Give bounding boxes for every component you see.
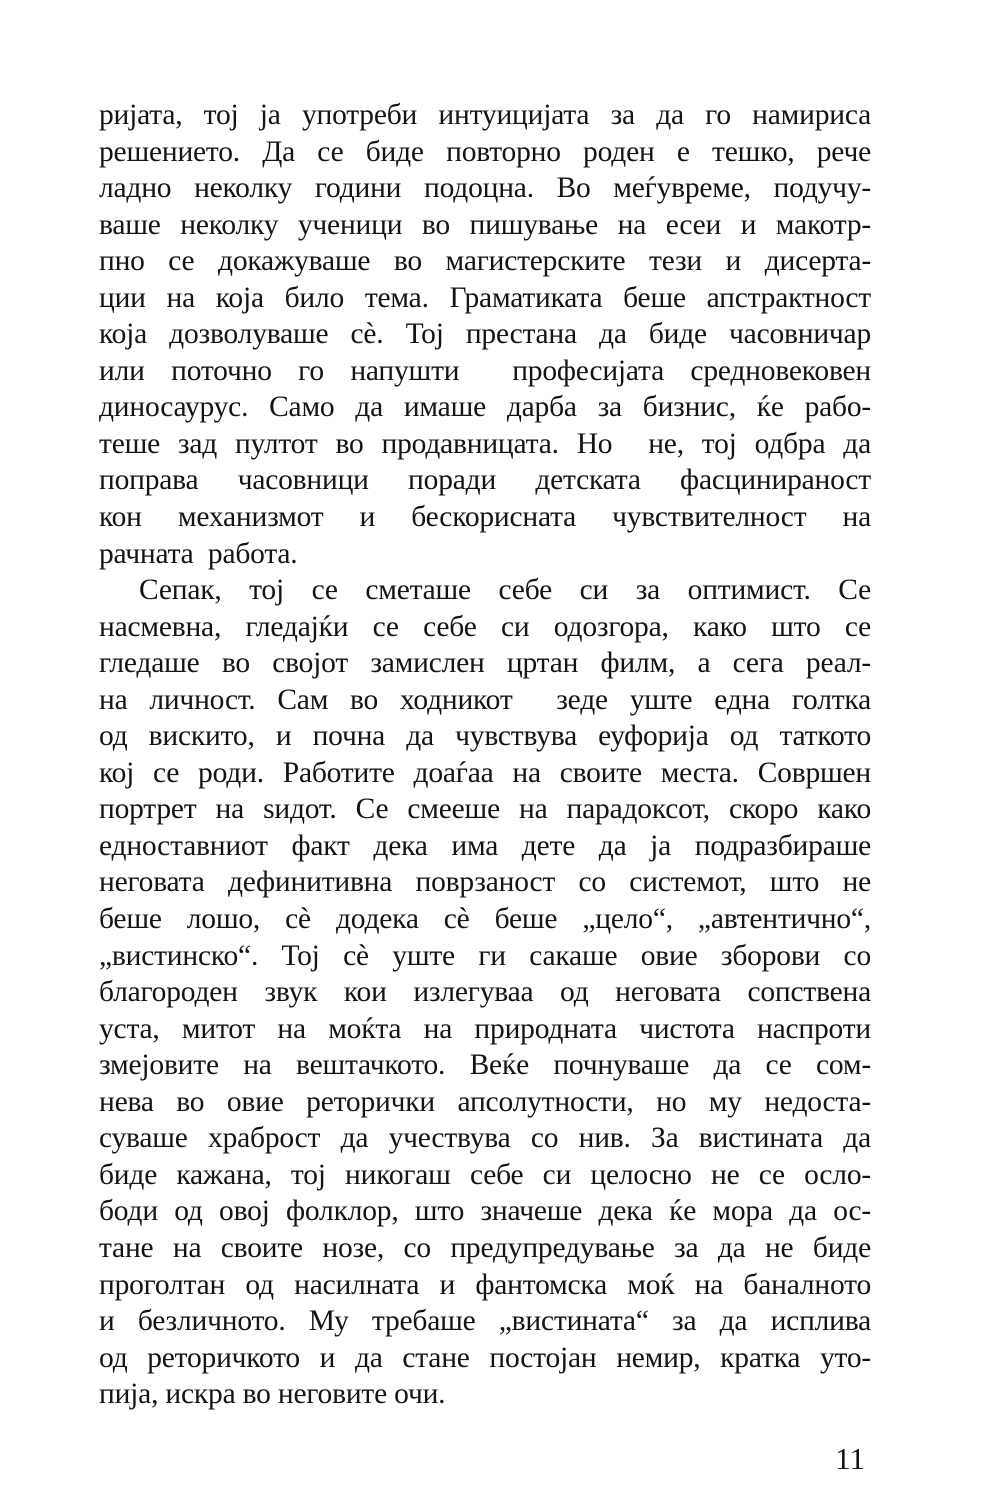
text-line: пија, искра во неговите очи. [99, 1378, 446, 1411]
text-line: ции на која било тема. Граматиката беше апстрактност [99, 281, 871, 314]
text-line: гледаше во својот замислен цртан филм, а сега реал- [99, 647, 871, 680]
text-line: рачната работа. [99, 537, 298, 570]
text-line: уста, митот на моќта на природната чистота наспроти [99, 1012, 871, 1045]
text-line: портрет на ѕидот. Се смееше на парадоксот, скоро како [99, 793, 871, 826]
text-line: биде кажана, тој никогаш себе си целосно не се осло- [99, 1158, 871, 1191]
text-line: кон механизмот и бескорисната чувствителност на [99, 501, 871, 534]
text-line: кој се роди. Работите доаѓаа на своите места. Совршен [99, 756, 871, 789]
paragraph [99, 97, 871, 572]
text-line: диносаурус. Само да имаше дарба за бизнис, ќе рабо- [99, 391, 871, 424]
text-line: проголтан од насилната и фантомска моќ на баналното [99, 1268, 871, 1301]
text-line: теше зад пултот во продавницата. Но не, тој одбра да [99, 427, 871, 460]
text-line: нева во овие реторички апсолутности, но му недоста- [99, 1085, 871, 1118]
text-line: „вистинско“. Тој сѐ уште ги сакаше овие зборови со [99, 939, 871, 972]
text-line: ријата, тој ја употреби интуицијата за да го намириса [99, 99, 871, 131]
text-line: суваше храброст да учествува со нив. За вистината да [99, 1122, 871, 1155]
text-line: благороден звук кои излегуваа од неговата сопствена [99, 976, 871, 1009]
text-line: неговата дефинитивна поврзаност со системот, што не [99, 866, 871, 899]
text-line: или поточно го напушти професијата средновековен [99, 354, 871, 387]
text-line: и безличното. Му требаше „вистината“ за да исплива [99, 1305, 871, 1338]
text-line: едноставниот факт дека има дете да ја подразбираше [99, 829, 871, 862]
text-line: ладно неколку години подоцна. Во меѓувреме, подучу- [99, 172, 871, 205]
text-line: од вискито, и почна да чувствува еуфорија од таткото [99, 720, 871, 753]
text-line: боди од овој фолклор, што значеше дека ќе мора да ос- [99, 1195, 871, 1228]
paragraph [99, 572, 871, 1413]
page-number: 11 [835, 1441, 865, 1476]
text-line: беше лошо, сѐ додека сѐ беше „цело“, „автентично“, [99, 903, 871, 936]
text-line: ваше неколку ученици во пишување на есеи и макотр- [99, 208, 871, 241]
text-line: решението. Да се биде повторно роден е тешко, рече [99, 135, 871, 168]
text-line: тане на своите нозе, со предупредување за да не биде [99, 1231, 871, 1264]
text-line: од реторичкото и да стане постојан немир, кратка уто- [99, 1341, 871, 1374]
text-line: змејовите на вештачкото. Веќе почнуваше да се сом- [99, 1049, 871, 1082]
text-line: пно се докажуваше во магистерските тези и дисерта- [99, 245, 871, 278]
text-line: насмевна, гледајќи се себе си одозгора, како што се [99, 610, 871, 643]
text-line: поправа часовници поради детската фасцинираност [99, 464, 871, 497]
text-line: која дозволуваше сѐ. Тој престана да биде часовничар [99, 318, 871, 351]
text-block [99, 97, 871, 1413]
text-line: на личност. Сам во ходникот зеде уште една голтка [99, 683, 871, 716]
text-line: Сепак, тој се сметаше себе си за оптимист. Се [139, 574, 871, 607]
